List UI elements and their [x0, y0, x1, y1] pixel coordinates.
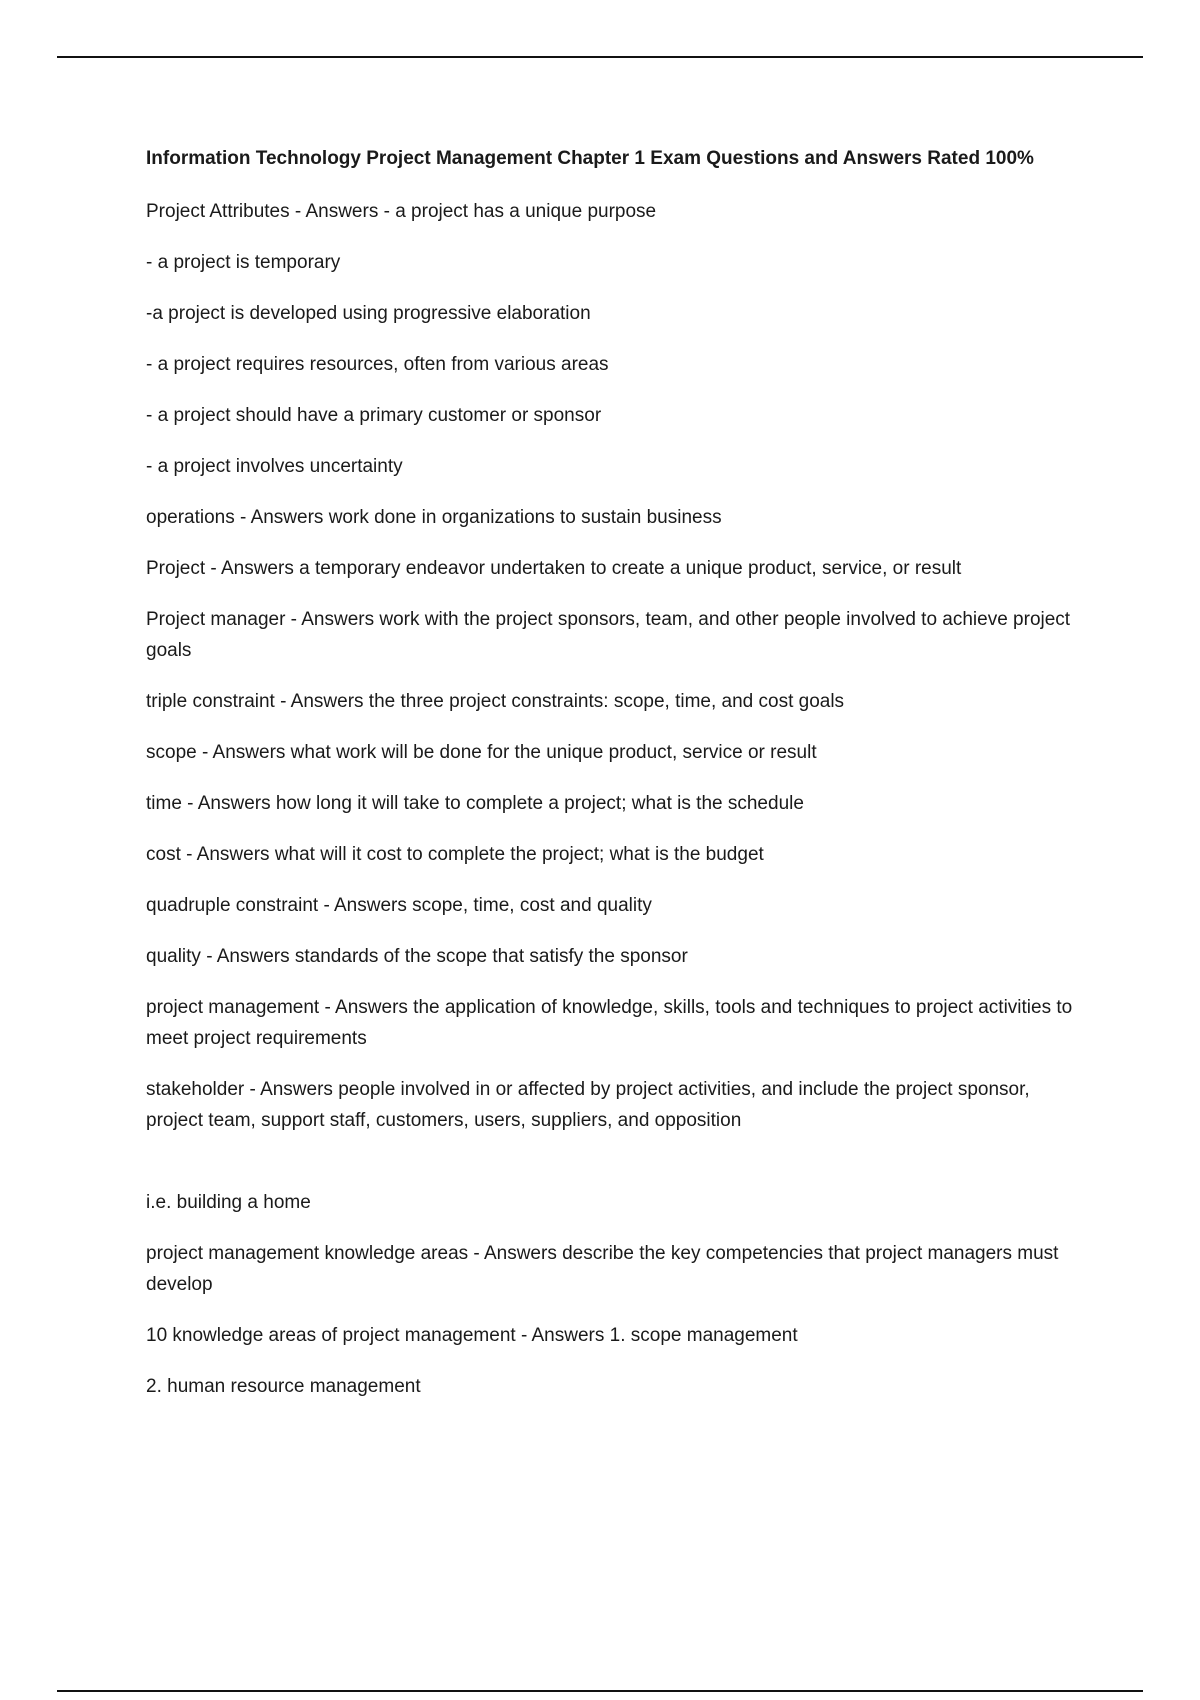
- list-item: - a project involves uncertainty: [146, 456, 403, 477]
- paragraph-triple-constraint: triple constraint - Answers the three project constraints: scope, time, and cost goals: [146, 691, 845, 712]
- paragraph-time: time - Answers how long it will take to complete a project; what is the schedule: [146, 793, 804, 814]
- document-body: [146, 144, 1086, 1422]
- document-title: Information Technology Project Management Chapter 1 Exam Questions and Answers Rated 100%: [146, 148, 1034, 169]
- paragraph-example: i.e. building a home: [146, 1192, 311, 1213]
- paragraph-quality: quality - Answers standards of the scope that satisfy the sponsor: [146, 946, 688, 967]
- list-item: - a project requires resources, often from various areas: [146, 354, 609, 375]
- paragraph-project-management: project management - Answers the application of knowledge, skills, tools and techniques to project activities to meet project requirements: [146, 997, 1073, 1049]
- paragraph-operations: operations - Answers work done in organizations to sustain business: [146, 507, 722, 528]
- list-item: - a project is temporary: [146, 252, 341, 273]
- footer-rule: [57, 1690, 1143, 1692]
- paragraph-project-attributes: Project Attributes - Answers - a project has a unique purpose: [146, 201, 657, 222]
- paragraph-knowledge-areas: project management knowledge areas - Answers describe the key competencies that project managers must develop: [146, 1243, 1059, 1295]
- paragraph-project: Project - Answers a temporary endeavor undertaken to create a unique product, service, or result: [146, 558, 962, 579]
- paragraph-project-manager: Project manager - Answers work with the project sponsors, team, and other people involved to achieve project goals: [146, 609, 1071, 661]
- list-item: -a project is developed using progressive elaboration: [146, 303, 591, 324]
- list-item: 2. human resource management: [146, 1376, 421, 1397]
- paragraph-stakeholder: stakeholder - Answers people involved in or affected by project activities, and include the project sponsor, project team, support staff, customers, users, suppliers, and opposition: [146, 1079, 1030, 1131]
- paragraph-quadruple-constraint: quadruple constraint - Answers scope, time, cost and quality: [146, 895, 652, 916]
- list-item: - a project should have a primary customer or sponsor: [146, 405, 602, 426]
- paragraph-cost: cost - Answers what will it cost to complete the project; what is the budget: [146, 844, 764, 865]
- paragraph-scope: scope - Answers what work will be done for the unique product, service or result: [146, 742, 817, 763]
- header-rule: [57, 56, 1143, 58]
- paragraph-ten-knowledge-areas: 10 knowledge areas of project management - Answers 1. scope management: [146, 1325, 798, 1346]
